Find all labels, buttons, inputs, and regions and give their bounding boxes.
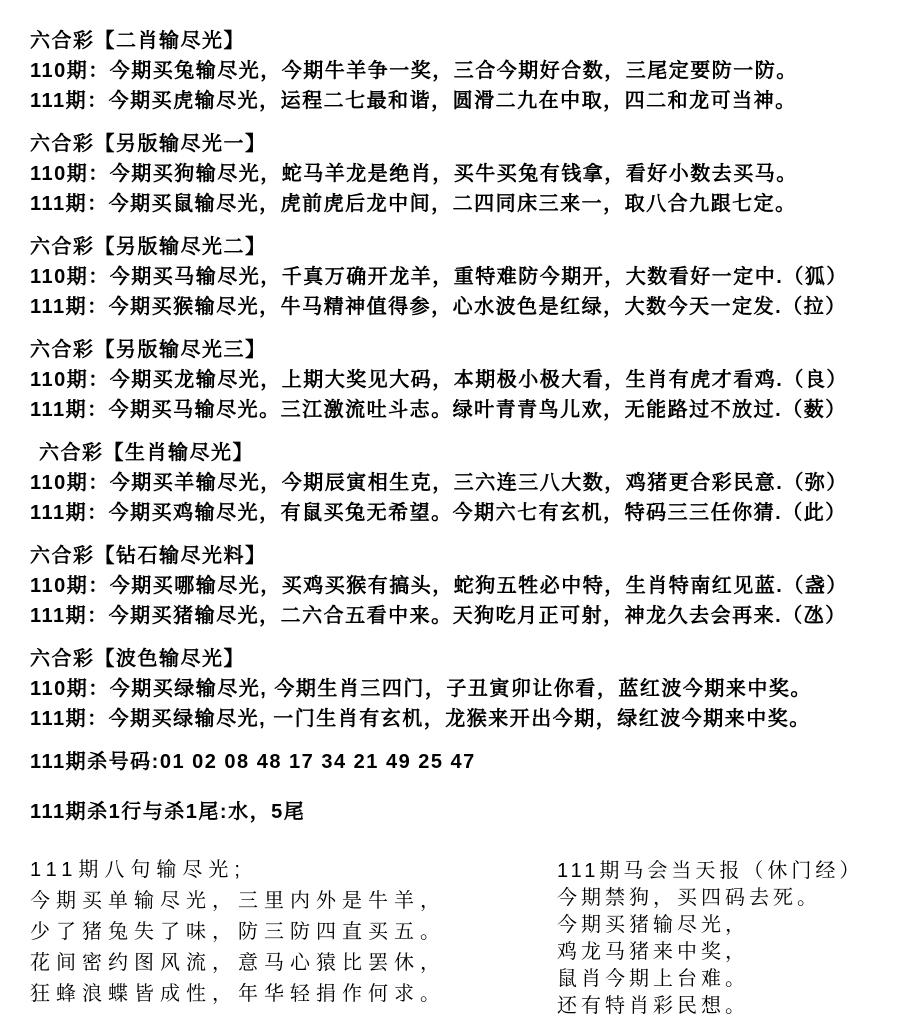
section-title: 六合彩【钻石输尽光料】: [30, 545, 267, 567]
poem-line: 鼠肖今期上台难。: [557, 968, 749, 990]
poem-title: 111期八句输尽光;: [30, 859, 246, 881]
poem-line: 花间密约图风流，意马心猿比罢休，: [30, 952, 446, 974]
section-line-111: 111期：今期买猪输尽光，二六合五看中来。天狗吃月正可射，神龙久去会再来.（氹）: [30, 605, 847, 627]
section-two-zodiac: [30, 26, 908, 116]
section-line-111: 111期：今期买猴输尽光，牛马精神值得参，心水波色是红绿，大数今天一定发.（拉）: [30, 296, 847, 318]
kill-numbers-line: 111期杀号码:01 02 08 48 17 34 21 49 25 47: [30, 751, 476, 773]
section-title: 六合彩【波色输尽光】: [30, 648, 245, 670]
section-line-110: 110期：今期买兔输尽光，今期牛羊争一奖，三合今期好合数，三尾定要防一防。: [30, 60, 798, 82]
section-line-110: 110期：今期买狗输尽光，蛇马羊龙是绝肖，买牛买兔有钱拿，看好小数去买马。: [30, 163, 798, 185]
section-alt-version-1: [30, 129, 908, 219]
section-title: 六合彩【另版输尽光三】: [30, 339, 267, 361]
section-line-110: 110期：今期买羊输尽光，今期辰寅相生克，三六连三八大数，鸡猪更合彩民意.（弥）: [30, 472, 848, 494]
poem-line: 鸡龙马猪来中奖，: [557, 941, 749, 963]
section-wave-color: [30, 644, 908, 734]
eight-line-poem: [30, 855, 557, 1010]
section-title: 六合彩【另版输尽光一】: [30, 133, 267, 155]
section-line-111: 111期：今期买马输尽光。三江激流吐斗志。绿叶青青鸟儿欢，无能路过不放过.（薮）: [30, 399, 847, 421]
poem-line: 今期买单输尽光，三里内外是牛羊，: [30, 890, 446, 912]
section-line-111: 111期：今期买绿输尽光, 一门生肖有玄机，龙猴来开出今期，绿红波今期来中奖。: [30, 708, 811, 730]
section-alt-version-2: [30, 232, 908, 322]
section-line-111: 111期：今期买虎输尽光，运程二七最和谐，圆滑二九在中取，四二和龙可当神。: [30, 90, 797, 112]
section-zodiac: [30, 438, 908, 528]
section-line-110: 110期：今期买绿输尽光, 今期生肖三四门，子丑寅卯让你看，蓝红波今期来中奖。: [30, 678, 812, 700]
kill-row-tail-line: 111期杀1行与杀1尾:水，5尾: [30, 801, 306, 823]
poem-title: 111期马会当天报（休门经）: [557, 860, 864, 882]
poem-line: 今期禁狗，买四码去死。: [557, 887, 821, 909]
poem-line: 狂蜂浪蝶皆成性，年华轻捐作何求。: [30, 983, 446, 1005]
section-diamond: [30, 541, 908, 631]
section-alt-version-3: [30, 335, 908, 425]
section-title: 六合彩【生肖输尽光】: [39, 442, 254, 464]
poem-line: 今期买猪输尽光，: [557, 914, 749, 936]
jockey-club-daily-report: [557, 855, 863, 1020]
bottom-poems-row: [30, 855, 908, 1020]
section-line-110: 110期：今期买龙输尽光，上期大奖见大码，本期极小极大看，生肖有虎才看鸡.（良）: [30, 369, 848, 391]
poem-line: 少了猪兔失了味，防三防四直买五。: [30, 921, 446, 943]
poem-line: 还有特肖彩民想。: [557, 995, 749, 1017]
section-line-111: 111期：今期买鸡输尽光，有鼠买兔无希望。今期六七有玄机，特码三三任你猜.（此）: [30, 502, 847, 524]
section-line-110: 110期：今期买哪输尽光，买鸡买猴有搞头，蛇狗五牲必中特，生肖特南红见蓝.（盏）: [30, 575, 848, 597]
section-title: 六合彩【另版输尽光二】: [30, 236, 267, 258]
section-line-110: 110期：今期买马输尽光，千真万确开龙羊，重特难防今期开，大数看好一定中.（狐）: [30, 266, 848, 288]
section-line-111: 111期：今期买鼠输尽光，虎前虎后龙中间，二四同床三来一，取八合九跟七定。: [30, 193, 797, 215]
section-title: 六合彩【二肖输尽光】: [30, 30, 245, 52]
